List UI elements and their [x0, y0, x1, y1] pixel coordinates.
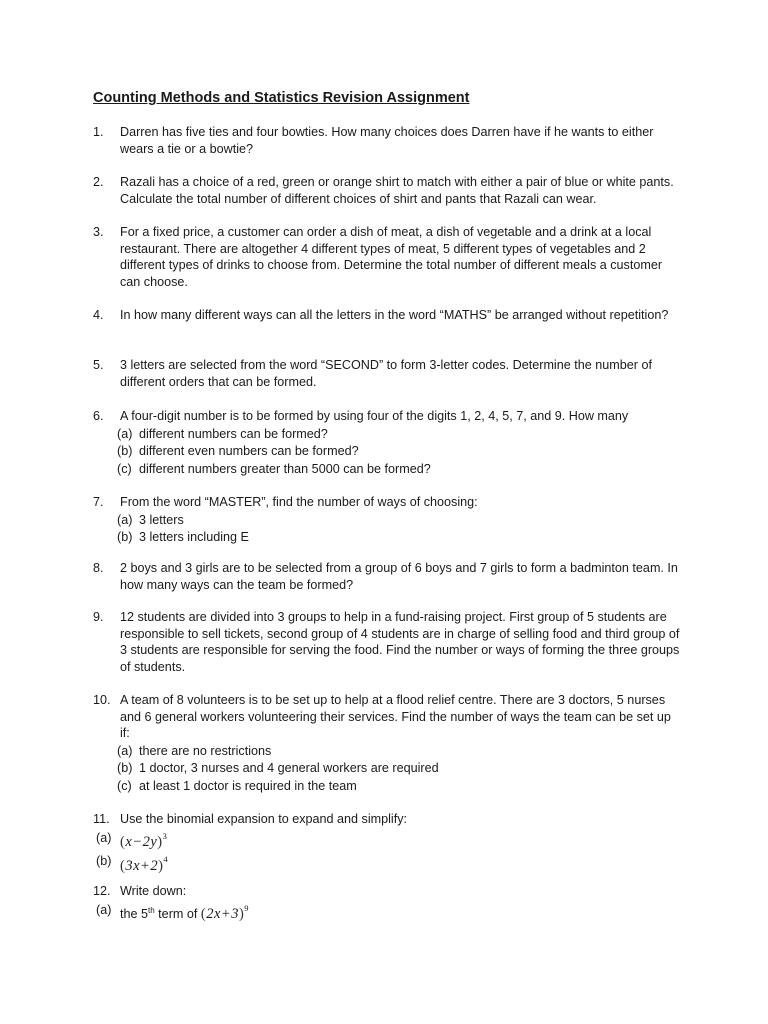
question-number: 2.: [93, 175, 104, 189]
question-text: Use the binomial expansion to expand and simplify:: [120, 812, 408, 826]
question-5: [93, 357, 683, 390]
math-expression: [120, 830, 168, 851]
sub-question-label: (a): [117, 743, 133, 758]
bracket: ): [238, 906, 245, 923]
question-11: [93, 811, 683, 874]
question-number: 7.: [93, 495, 104, 509]
question-number: 12.: [93, 884, 111, 898]
sub-question: [117, 512, 683, 529]
question-number: 11.: [93, 812, 110, 826]
sub-question-label: (c): [117, 778, 132, 793]
math-expression: [120, 853, 169, 874]
bracket: ): [158, 857, 164, 874]
sub-question: [96, 902, 683, 923]
question-6: [93, 408, 683, 477]
sub-question-text: different numbers can be formed?: [139, 426, 328, 441]
bracket: (: [200, 906, 207, 923]
sub-question-text: at least 1 doctor is required in the team: [139, 778, 357, 793]
question-text: 12 students are divided into 3 groups to help in a fund-raising project. First group of 5 students are responsible to sell tickets, second group of 4 students are in charge of selling food and third group of 3 students are responsible for serving the food. Find the number or ways of forming the three groups of students.: [120, 610, 680, 674]
question-4: [93, 307, 683, 324]
sub-question-label: (c): [117, 461, 132, 476]
question-text: For a fixed price, a customer can order a dish of meat, a dish of vegetable and a drink at a local restaurant. There are altogether 4 different types of meat, 5 different types of vegetables and 2 different types of drinks to choose from. Determine the total number of different meals a customer can choose.: [120, 225, 663, 289]
sub-question: [117, 529, 683, 546]
question-number: 6.: [93, 409, 104, 423]
sub-question: [117, 461, 683, 478]
math-expression: [200, 902, 250, 923]
question-text: Write down:: [120, 884, 187, 898]
sub-question: [117, 778, 683, 795]
sub-question: [96, 853, 683, 874]
question-number: 3.: [93, 225, 104, 239]
sub-question-text: 3 letters including E: [139, 530, 249, 544]
sub-question: [117, 443, 683, 460]
question-3: [93, 224, 683, 290]
question-number: 4.: [93, 308, 104, 322]
question-text: Darren has five ties and four bowties. How many choices does Darren have if he wants to either wears a tie or a bowtie?: [120, 125, 654, 156]
question-text: 3 letters are selected from the word “SECOND” to form 3-letter codes. Determine the number of different orders that can be formed.: [120, 358, 652, 389]
sub-question-label: (b): [117, 761, 133, 775]
bracket: (: [120, 857, 126, 874]
sub-question-label: (a): [96, 830, 112, 845]
sub-question-label: (a): [117, 426, 133, 441]
question-number: 9.: [93, 610, 104, 624]
term-prefix: the 5: [120, 907, 149, 922]
sub-question-text: 3 letters: [139, 512, 184, 527]
question-text: 2 boys and 3 girls are to be selected from a group of 6 boys and 7 girls to form a badminton team. In how many ways can the team be formed?: [120, 561, 678, 592]
question-text: In how many different ways can all the letters in the word “MATHS” be arranged without repetition?: [120, 308, 669, 322]
question-10: [93, 692, 683, 794]
sub-question-text: different even numbers can be formed?: [139, 444, 359, 458]
math-exponent: 3: [162, 830, 168, 841]
sub-question-label: (a): [117, 512, 133, 527]
math-exponent: 4: [163, 853, 169, 864]
question-8: [93, 560, 683, 593]
question-text: Razali has a choice of a red, green or orange shirt to match with either a pair of blue or white pants. Calculate the total number of different choices of shirt and pants that Razali can wear.: [120, 175, 674, 206]
question-number: 10.: [93, 693, 111, 707]
sub-question-label: (b): [96, 853, 112, 868]
page-title: Counting Methods and Statistics Revision Assignment: [93, 90, 470, 106]
math-base: 3x+2: [125, 857, 159, 874]
question-2: [93, 174, 683, 207]
math-base: x−2y: [125, 834, 158, 851]
question-12: [93, 883, 683, 923]
sub-question: [117, 760, 683, 777]
sub-question-text: [120, 907, 201, 921]
math-exponent: 9: [244, 902, 250, 913]
question-text: From the word “MASTER”, find the number of ways of choosing:: [120, 495, 478, 509]
ordinal-suffix: th: [148, 906, 155, 916]
question-7: [93, 494, 683, 546]
bracket: (: [120, 834, 126, 851]
question-1: [93, 124, 683, 157]
question-number: 1.: [93, 125, 104, 139]
bracket: ): [157, 834, 163, 851]
sub-question: [117, 426, 683, 443]
sub-question-text: different numbers greater than 5000 can be formed?: [139, 461, 431, 476]
term-middle: term of: [154, 907, 201, 922]
question-number: 8.: [93, 561, 104, 575]
sub-question: [96, 830, 683, 851]
sub-question-label: (b): [117, 530, 133, 544]
sub-question-label: (b): [117, 444, 133, 458]
question-9: [93, 609, 683, 675]
question-text: A four-digit number is to be formed by using four of the digits 1, 2, 4, 5, 7, and 9. How many: [120, 409, 629, 423]
question-text: A team of 8 volunteers is to be set up to help at a flood relief centre. There are 3 doctors, 5 nurses and 6 general workers volunteering their services. Find the number of ways the team can be set up if:: [120, 693, 671, 740]
question-number: 5.: [93, 358, 104, 372]
sub-question-label: (a): [96, 902, 112, 917]
math-base: 2x+3: [206, 906, 239, 923]
sub-question-text: there are no restrictions: [139, 743, 272, 758]
sub-question-text: 1 doctor, 3 nurses and 4 general workers are required: [139, 761, 439, 775]
sub-question: [117, 743, 683, 760]
